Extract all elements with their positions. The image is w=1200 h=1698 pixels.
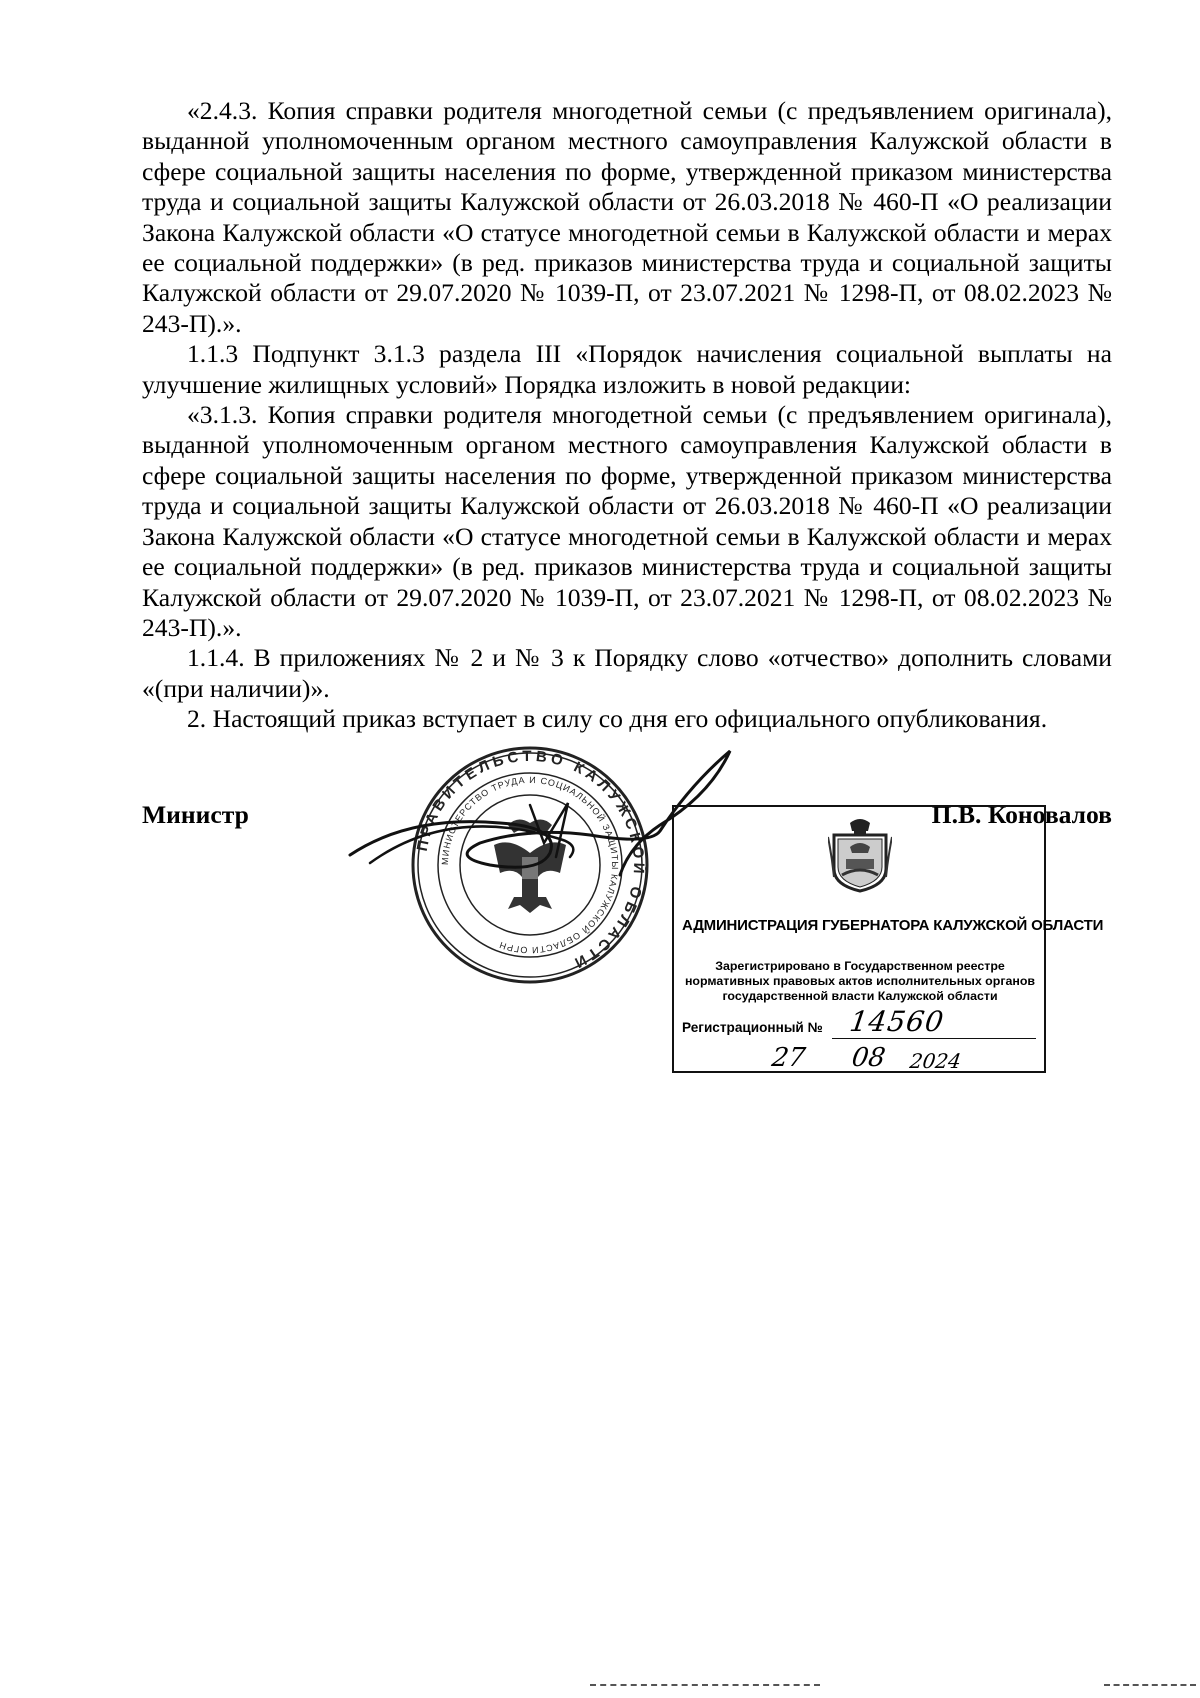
registration-number-label: Регистрационный № (682, 1020, 823, 1035)
paragraph-2: 2. Настоящий приказ вступает в силу со дня его официального опубликования. (187, 704, 1048, 734)
registration-number-line (832, 1038, 1036, 1039)
registration-date-month: 08 (849, 1043, 888, 1073)
seal-inner-text: МИНИСТЕРСТВО ТРУДА И СОЦИАЛЬНОЙ ЗАЩИТЫ КАЛУЖСКОЙ ОБЛАСТИ ОГРН (439, 774, 621, 956)
seal-outer-text: ПРАВИТЕЛЬСТВО КАЛУЖСКОЙ ОБЛАСТИ (413, 747, 648, 973)
paragraph-2-4-3: «2.4.3. Копия справки родителя многодетной семьи (с предъявлением оригинала), выданной уполномоченным органом местного самоуправления Калужской области в сфере социальной защиты населения по форме, утвержденной приказом министерства труда и социальной защиты Калужской области от 26.03.2018 № 460-П «О реализации Закона Калужской области «О статусе многодетной семьи в Калужской области и мерах ее социальной поддержки» (в ред. приказов министерства труда и социальной защиты Калужской области от 29.07.2020 № 1039-П, от 23.07.2021 № 1298-П, от 08.02.2023 № 243-П).». (142, 96, 1112, 338)
registration-number-value: 14560 (847, 1005, 947, 1038)
paragraph-1-1-3: 1.1.3 Подпункт 3.1.3 раздела III «Порядок начисления социальной выплаты на улучшение жилищных условий» Порядка изложить в новой редакции: (142, 339, 1112, 399)
scan-artifact-right (1104, 1684, 1196, 1688)
signer-position: Министр (142, 800, 249, 829)
document-body (142, 96, 1112, 735)
paragraph-3-1-3: «3.1.3. Копия справки родителя многодетной семьи (с предъявлением оригинала), выданной уполномоченным органом местного самоуправления Калужской области в сфере социальной защиты населения по форме, утвержденной приказом министерства труда и социальной защиты Калужской области от 26.03.2018 № 460-П «О реализации Закона Калужской области «О статусе многодетной семьи в Калужской области и мерах ее социальной поддержки» (в ред. приказов министерства труда и социальной защиты Калужской области от 29.07.2020 № 1039-П, от 23.07.2021 № 1298-П, от 08.02.2023 № 243-П).». (142, 400, 1112, 642)
registration-authority: АДМИНИСТРАЦИЯ ГУБЕРНАТОРА КАЛУЖСКОЙ ОБЛАСТИ (682, 917, 1104, 934)
registration-date-year: 2024 (908, 1049, 963, 1073)
registration-description: Зарегистрировано в Государственном реестре нормативных правовых актов исполнительных органов государственной власти Калужской области (684, 959, 1036, 1003)
registration-date-day: 27 (769, 1043, 808, 1073)
signer-name: П.В. Коновалов (931, 800, 1112, 829)
paragraph-1-1-4: 1.1.4. В приложениях № 2 и № 3 к Порядку слово «отчество» дополнить словами «(при наличии)». (142, 643, 1112, 703)
scan-artifact-left (590, 1684, 820, 1688)
handwritten-signature-icon (330, 745, 750, 905)
kaluga-emblem-icon (828, 817, 892, 893)
